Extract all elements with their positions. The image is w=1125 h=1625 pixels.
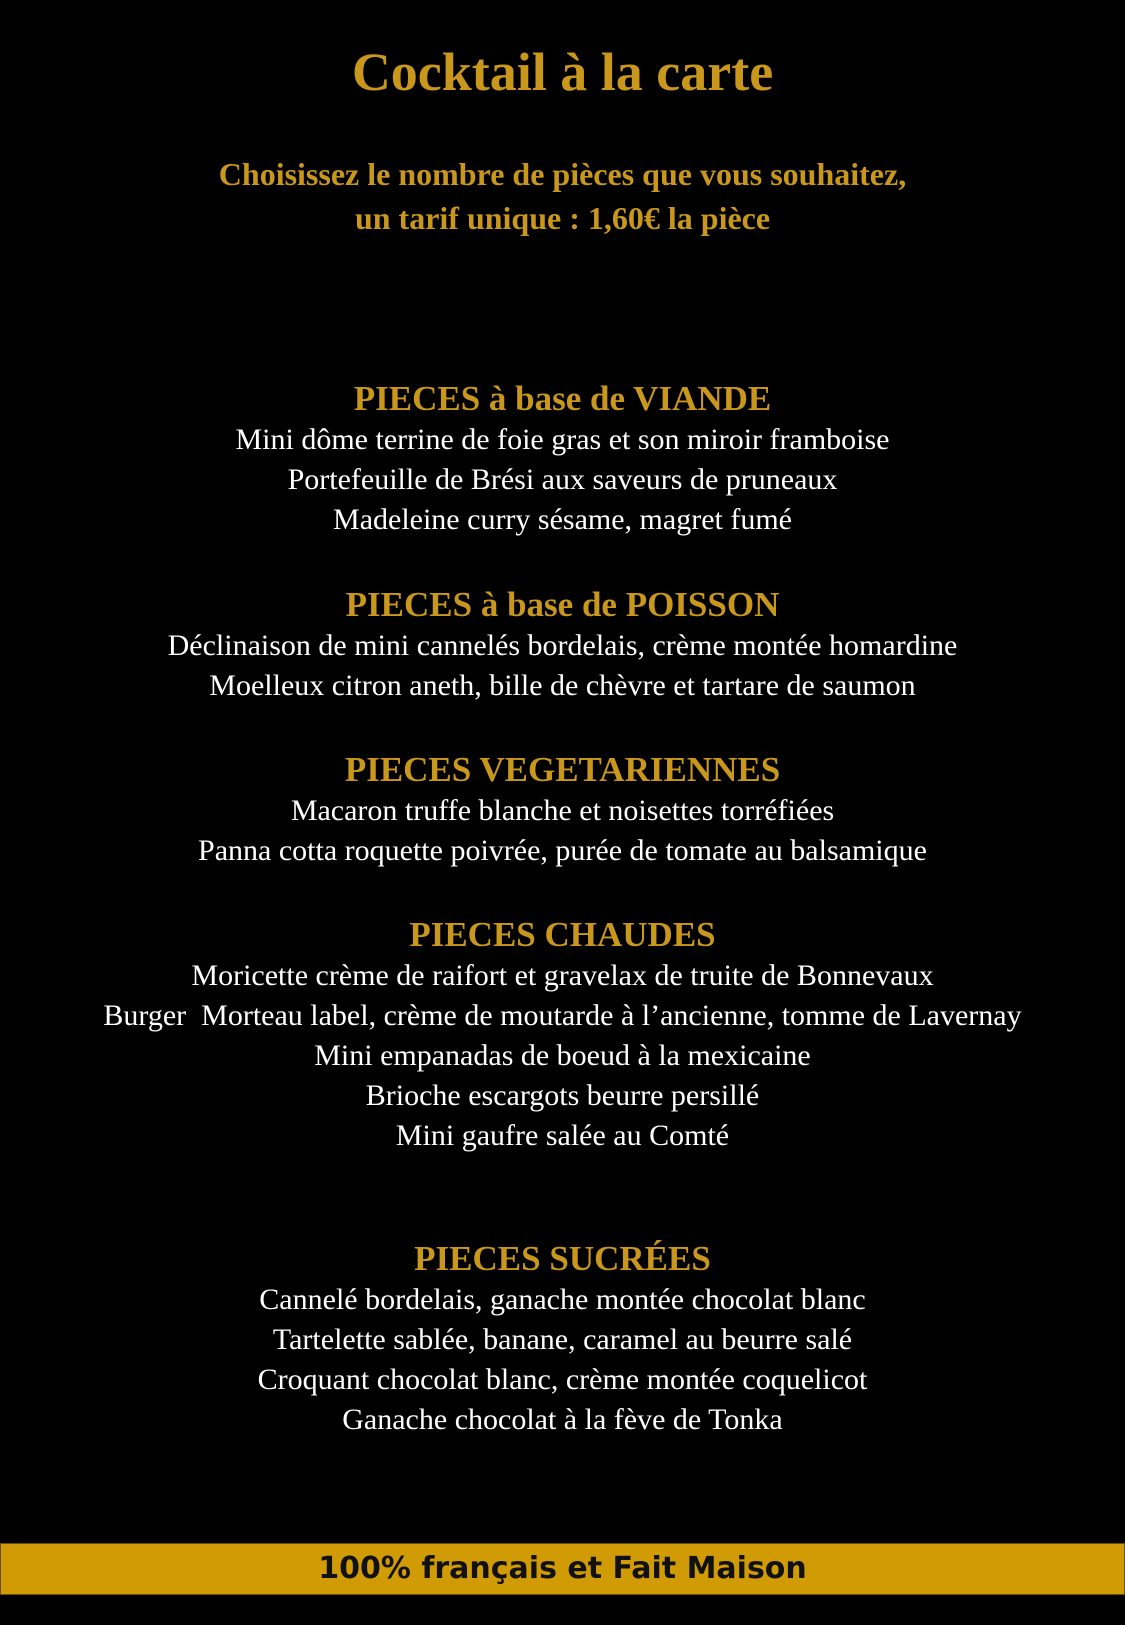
- section-heading: PIECES à base de VIANDE: [353, 379, 772, 418]
- section-item-list: [0, 1280, 1125, 1440]
- menu-item: Mini dôme terrine de foie gras et son miroir framboise: [235, 423, 890, 456]
- section-item-list: [0, 420, 1125, 540]
- menu-title: Cocktail à la carte: [351, 42, 774, 102]
- section-chaudes: [0, 914, 1125, 1156]
- section-heading: PIECES VEGETARIENNES: [344, 750, 781, 789]
- menu-item: Moricette crème de raifort et gravelax de truite de Bonnevaux: [191, 959, 934, 992]
- menu-item: Panna cotta roquette poivrée, purée de tomate au balsamique: [198, 834, 927, 867]
- menu-item: Portefeuille de Brési aux saveurs de pruneaux: [287, 463, 838, 496]
- section-heading: PIECES à base de POISSON: [345, 585, 780, 624]
- menu-item: Mini gaufre salée au Comté: [395, 1119, 730, 1152]
- menu-item: Ganache chocolat à la fève de Tonka: [342, 1403, 783, 1436]
- section-item-list: [0, 791, 1125, 871]
- section-poisson: [0, 584, 1125, 706]
- menu-item: Moelleux citron aneth, bille de chèvre et tartare de saumon: [209, 669, 916, 702]
- menu-item: Cannelé bordelais, ganache montée chocolat blanc: [259, 1283, 866, 1316]
- menu-item: Tartelette sablée, banane, caramel au beurre salé: [272, 1323, 853, 1356]
- section-viande: [0, 378, 1125, 540]
- menu-item: Macaron truffe blanche et noisettes torréfiées: [290, 794, 835, 827]
- menu-item: Déclinaison de mini cannelés bordelais, crème montée homardine: [167, 629, 958, 662]
- subtitle-line-1: Choisissez le nombre de pièces que vous souhaitez,: [218, 156, 907, 192]
- footer-banner: [0, 1543, 1125, 1595]
- section-sucrees: [0, 1238, 1125, 1440]
- menu-item: Brioche escargots beurre persillé: [365, 1079, 760, 1112]
- section-item-list: [0, 956, 1125, 1156]
- menu-item: Mini empanadas de boeud à la mexicaine: [314, 1039, 811, 1072]
- section-heading: PIECES SUCRÉES: [414, 1239, 711, 1278]
- menu-item: Croquant chocolat blanc, crème montée coquelicot: [257, 1363, 868, 1396]
- section-vegetariennes: [0, 749, 1125, 871]
- section-heading: PIECES CHAUDES: [409, 915, 716, 954]
- menu-item: Madeleine curry sésame, magret fumé: [333, 503, 792, 536]
- section-item-list: [0, 626, 1125, 706]
- menu-subtitle: [0, 152, 1125, 240]
- menu-item: Burger Morteau label, crème de moutarde à l’ancienne, tomme de Lavernay: [103, 999, 1022, 1032]
- subtitle-line-2: un tarif unique : 1,60€ la pièce: [354, 200, 771, 236]
- footer-text: 100% français et Fait Maison: [318, 1551, 807, 1586]
